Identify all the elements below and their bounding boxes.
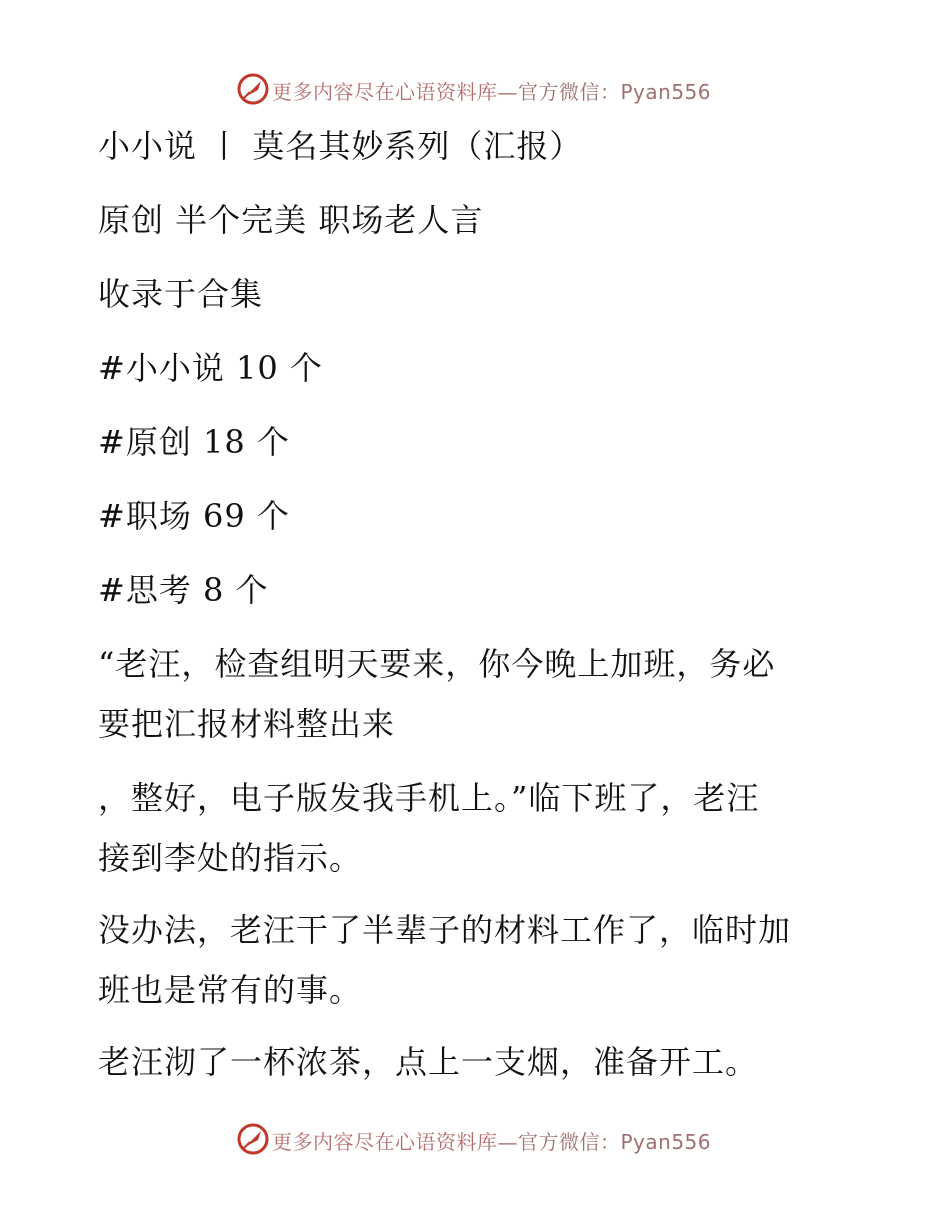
footer-banner-text [272, 1126, 711, 1155]
body-line: 没办法，老汪干了半辈子的材料工作了，临时加 [98, 911, 792, 949]
header-wechat: 官方微信：Pyan556 [518, 80, 712, 104]
footer-banner [0, 1120, 950, 1160]
footer-site-name: 更多内容尽在心语资料库 [272, 1130, 498, 1154]
header-separator: — [497, 80, 518, 104]
tag-link[interactable]: #职场 69 个 [98, 497, 290, 535]
article-byline: 原创 半个完美 职场老人言 [98, 201, 484, 239]
tag-link[interactable]: #原创 18 个 [98, 423, 290, 461]
header-banner-text [272, 76, 711, 105]
footer-separator: — [497, 1130, 518, 1154]
body-line: “老汪，检查组明天要来，你今晚上加班，务必 [98, 645, 776, 683]
body-line: 班也是常有的事。 [98, 971, 363, 1009]
body-line: 老汪沏了一杯浓茶，点上一支烟，准备开工。 [98, 1043, 759, 1081]
header-banner [0, 70, 950, 110]
article-title: 小小说 丨 莫名其妙系列（汇报） [98, 127, 583, 165]
body-line: ，整好，电子版发我手机上。”临下班了，老汪 [98, 779, 760, 817]
body-line: 接到李处的指示。 [98, 839, 363, 877]
quill-logo-icon [236, 1122, 270, 1156]
quill-logo-icon [236, 72, 270, 106]
body-line: 要把汇报材料整出来 [98, 705, 396, 743]
footer-wechat: 官方微信：Pyan556 [518, 1130, 712, 1154]
tag-link[interactable]: #思考 8 个 [98, 571, 269, 609]
collection-label: 收录于合集 [98, 275, 264, 313]
tag-link[interactable]: #小小说 10 个 [98, 349, 323, 387]
header-site-name: 更多内容尽在心语资料库 [272, 80, 498, 104]
